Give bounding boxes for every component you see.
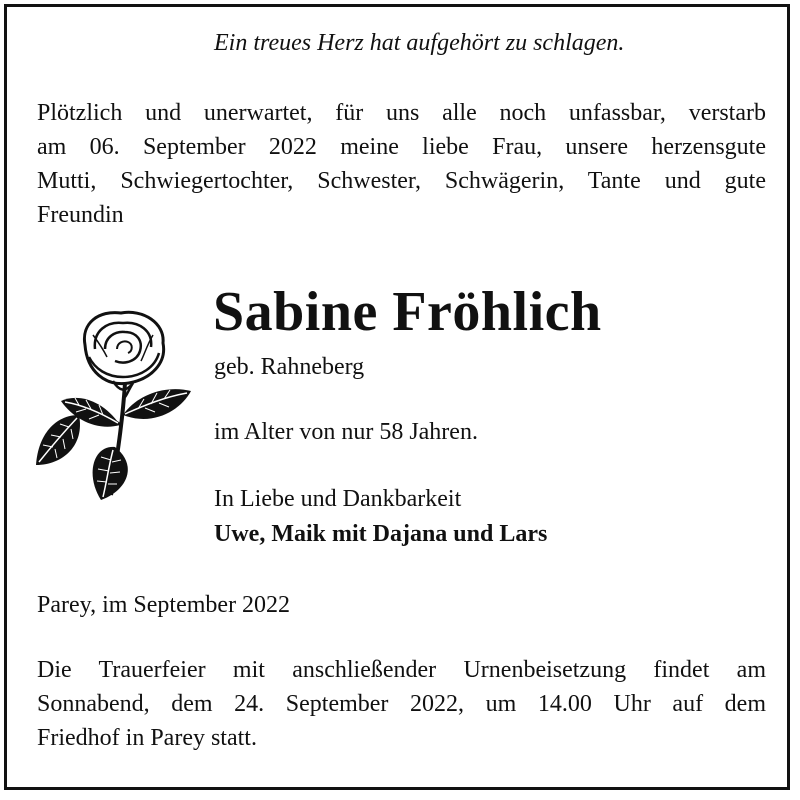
- intro-line: Freundin: [37, 202, 124, 228]
- ceremony-line: Friedhof in Parey statt.: [37, 725, 257, 751]
- family-names: Uwe, Maik mit Dajana und Lars: [214, 521, 548, 547]
- ceremony-line: Die Trauerfeier mit anschließender Urnenbeisetzung findet am: [37, 657, 766, 683]
- intro-line: am 06. September 2022 meine liebe Frau, unsere herzensgute: [37, 134, 766, 160]
- intro-line: Plötzlich und unerwartet, für uns alle noch unfassbar, verstarb: [37, 100, 766, 126]
- intro-paragraph: [37, 96, 766, 232]
- gratitude-text: In Liebe und Dankbarkeit: [214, 486, 462, 512]
- motto-text: Ein treues Herz hat aufgehört zu schlagen.: [214, 30, 625, 56]
- ceremony-paragraph: [37, 653, 766, 755]
- place-date: Parey, im September 2022: [37, 592, 291, 618]
- intro-line: Mutti, Schwiegertochter, Schwester, Schwägerin, Tante und gute: [37, 168, 766, 194]
- deceased-name: Sabine Fröhlich: [213, 281, 602, 343]
- maiden-name: geb. Rahneberg: [214, 354, 365, 380]
- age-text: im Alter von nur 58 Jahren.: [214, 419, 478, 445]
- ceremony-line: Sonnabend, dem 24. September 2022, um 14.00 Uhr auf dem: [37, 691, 766, 717]
- rose-icon: [33, 305, 193, 505]
